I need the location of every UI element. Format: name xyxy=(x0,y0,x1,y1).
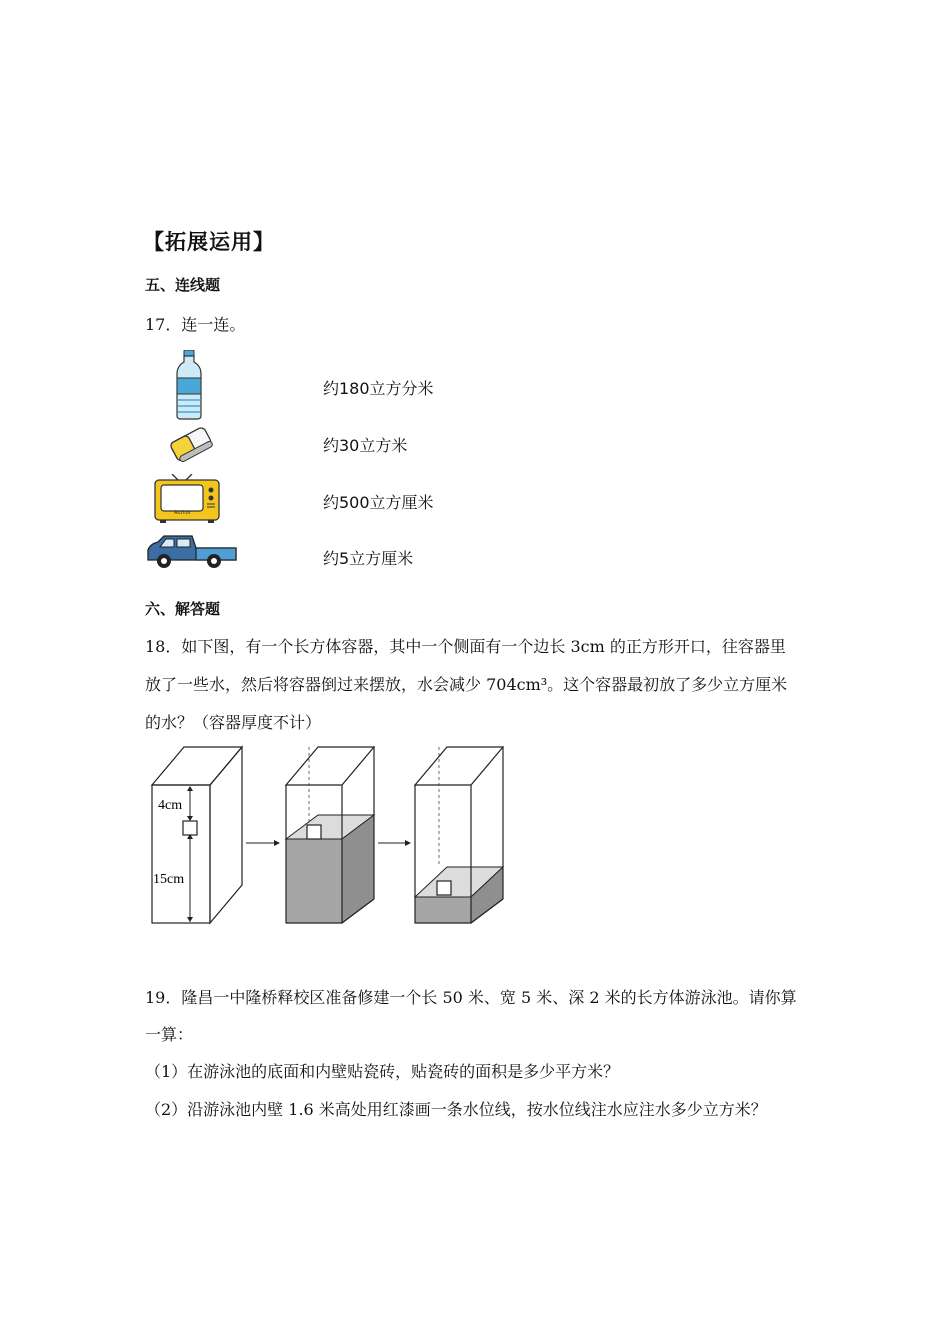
option-5-cubic-cm[interactable]: 约5立方厘米 xyxy=(323,549,414,568)
square-opening-2 xyxy=(307,825,321,839)
tv-icon xyxy=(152,474,222,524)
q19-line-1: 19．隆昌一中隆桥释校区准备修建一个长 50 米、宽 5 米、深 2 米的长方体游泳池。请你算 xyxy=(145,988,797,1007)
arrow-1 xyxy=(274,840,280,846)
q18-line-2: 放了一些水，然后将容器倒过来摆放，水会减少 704cm³。这个容器最初放了多少立方厘米 xyxy=(145,675,788,694)
option-30-cubic-m[interactable]: 约30立方米 xyxy=(323,436,408,455)
truck-icon xyxy=(144,534,238,570)
water-bottle-icon xyxy=(172,350,206,420)
section-header: 【拓展运用】 xyxy=(143,230,275,254)
q19-sub-2: （2）沿游泳池内壁 1.6 米高处用红漆画一条水位线，按水位线注水应注水多少立方米？ xyxy=(145,1100,767,1119)
part5-title: 五、连线题 xyxy=(145,276,221,294)
q17-prompt: 17．连一连。 xyxy=(145,315,246,334)
q18-line-1: 18．如下图，有一个长方体容器，其中一个侧面有一个边长 3cm 的正方形开口，往容器里 xyxy=(145,637,786,656)
tv-brand: Author xyxy=(174,510,191,516)
arrow-2 xyxy=(405,840,411,846)
square-opening-3 xyxy=(437,881,451,895)
option-500-cubic-cm[interactable]: 约500立方厘米 xyxy=(323,493,434,512)
q19-line-2: 一算： xyxy=(145,1025,194,1044)
square-opening-1 xyxy=(183,821,197,835)
part6-title: 六、解答题 xyxy=(145,600,221,618)
q18-line-3: 的水？（容器厚度不计） xyxy=(145,713,322,732)
label-4cm: 4cm xyxy=(158,798,183,813)
container-figure xyxy=(145,743,520,928)
label-15cm: 15cm xyxy=(153,872,185,887)
eraser-icon xyxy=(166,424,216,464)
option-180-cubic-dm[interactable]: 约180立方分米 xyxy=(323,379,434,398)
q19-sub-1: （1）在游泳池的底面和内壁贴瓷砖，贴瓷砖的面积是多少平方米？ xyxy=(145,1062,620,1081)
